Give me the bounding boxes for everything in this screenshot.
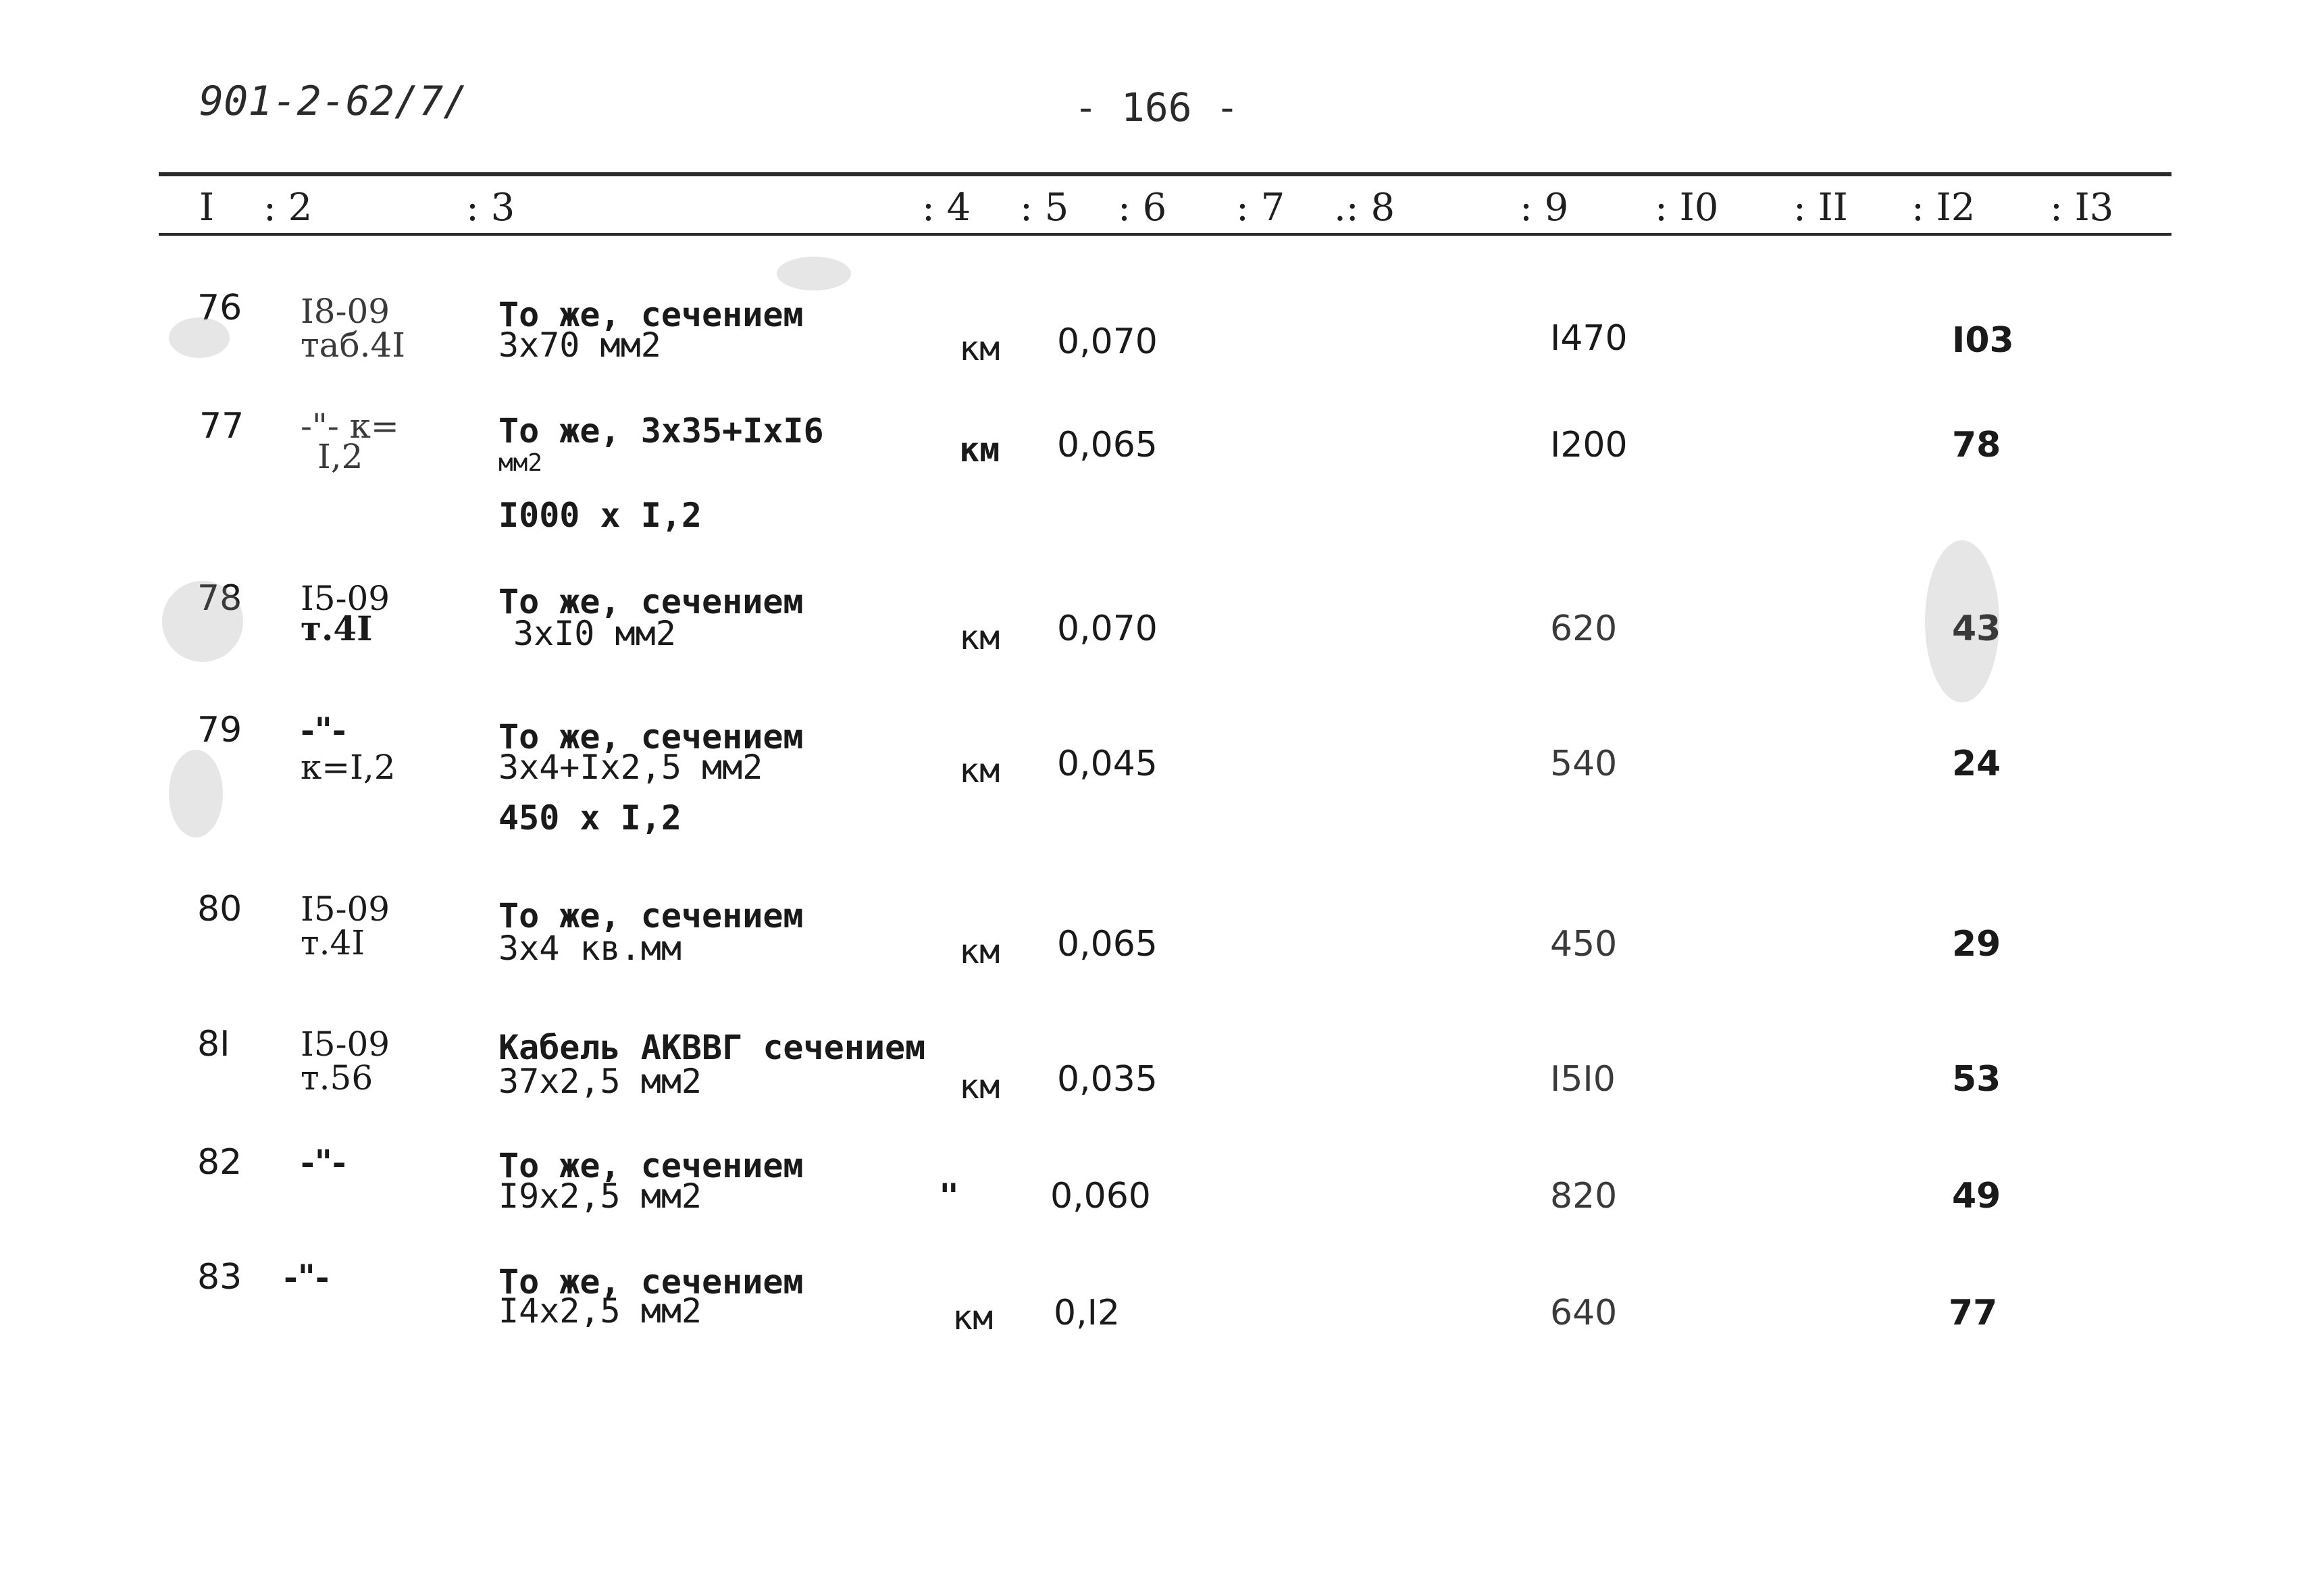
column-header-4: : 4	[922, 186, 971, 230]
row-unit: "	[939, 1177, 960, 1216]
row-code-table: таб.4I	[301, 326, 406, 365]
row-quantity: 0,065	[1057, 425, 1158, 465]
row-unit: км	[959, 932, 1000, 971]
row-total: 77	[1949, 1293, 1998, 1333]
row-description-detail: 37х2,5 мм2	[498, 1062, 702, 1101]
row-code-table: I,2	[317, 437, 363, 476]
row-code-table: к=I,2	[301, 748, 396, 787]
row-price: 540	[1550, 744, 1618, 784]
column-header-7: : 7	[1236, 186, 1285, 230]
row-number: 83	[197, 1257, 242, 1297]
row-quantity: 0,070	[1057, 609, 1158, 649]
row-code-table: т.4I	[301, 609, 373, 648]
row-code-table: т.56	[301, 1058, 374, 1098]
row-number: 79	[197, 710, 242, 750]
row-code-table: т.4I	[301, 923, 365, 962]
row-description-extra: I000 х I,2	[498, 496, 702, 535]
row-description: То же, сечением	[498, 717, 804, 756]
row-quantity: 0,045	[1057, 744, 1158, 784]
row-description-detail: мм2	[498, 449, 543, 477]
column-header-11: : II	[1793, 186, 1848, 230]
row-unit: км	[959, 430, 1000, 469]
row-code: I8-09	[301, 292, 390, 331]
row-unit: км	[959, 329, 1000, 368]
row-quantity: 0,070	[1057, 321, 1158, 362]
column-header-12: : I2	[1911, 186, 1976, 230]
column-header-1: I	[199, 186, 215, 230]
row-quantity: 0,060	[1050, 1176, 1151, 1216]
row-description: То же, сечением	[498, 1146, 804, 1185]
row-code: I5-09	[301, 890, 390, 929]
scan-speckle	[169, 317, 230, 358]
row-description: То же, сечением	[498, 295, 804, 334]
row-code: -"- к=	[301, 407, 399, 446]
row-quantity: 0,065	[1057, 924, 1158, 964]
row-description-detail: I9х2,5 мм2	[498, 1177, 702, 1216]
row-total: 43	[1952, 609, 2001, 649]
row-quantity: 0,035	[1057, 1059, 1158, 1100]
row-unit: км	[959, 751, 1000, 790]
row-description: То же, сечением	[498, 582, 804, 621]
column-header-2: : 2	[263, 186, 313, 230]
row-description-detail: 3х4+Iх2,5 мм2	[498, 748, 763, 787]
row-price: 820	[1550, 1176, 1618, 1216]
row-number: 76	[197, 288, 242, 328]
row-price: 620	[1550, 609, 1618, 649]
row-unit: км	[952, 1298, 994, 1337]
row-total: I03	[1952, 320, 2014, 361]
column-header-3: : 3	[466, 186, 515, 230]
scan-speckle	[162, 578, 243, 662]
row-number: 80	[197, 889, 242, 929]
row-description-detail: 3хI0 мм2	[513, 614, 676, 653]
row-description: То же, сечением	[498, 1262, 804, 1302]
column-header-6: : 6	[1118, 186, 1167, 230]
row-unit: км	[959, 618, 1000, 657]
row-number: 77	[199, 406, 245, 446]
scan-speckle	[169, 750, 223, 838]
row-quantity: 0,I2	[1054, 1293, 1121, 1333]
row-price: 640	[1550, 1293, 1618, 1333]
column-header-10: : I0	[1655, 186, 1719, 230]
row-price: I5I0	[1550, 1059, 1616, 1100]
row-description-extra: 450 х I,2	[498, 798, 682, 838]
column-header-8: .: 8	[1334, 186, 1395, 230]
document-code: 901-2-62/7/	[199, 78, 468, 125]
row-description: То же, сечением	[498, 896, 804, 935]
row-price: I200	[1550, 425, 1628, 465]
row-number: 78	[197, 578, 242, 619]
row-unit: км	[959, 1067, 1000, 1106]
row-total: 29	[1952, 924, 2001, 964]
row-description: То же, 3х35+IхI6	[498, 411, 824, 451]
row-code: -"-	[301, 1142, 346, 1182]
row-total: 78	[1952, 425, 2001, 465]
row-total: 53	[1952, 1059, 2001, 1100]
row-code: -"-	[301, 710, 346, 750]
row-code: I5-09	[301, 579, 390, 618]
row-total: 24	[1952, 744, 2001, 784]
scan-speckle	[1925, 540, 1999, 702]
table-top-rule	[159, 172, 2171, 176]
row-code: I5-09	[301, 1025, 390, 1064]
row-number: 8I	[197, 1024, 230, 1064]
row-description-detail: 3х4 кв.мм	[498, 929, 682, 968]
column-header-9: : 9	[1520, 186, 1569, 230]
column-header-5: : 5	[1020, 186, 1069, 230]
table-header-rule	[159, 233, 2171, 236]
column-header-13: : I3	[2050, 186, 2114, 230]
row-price: I470	[1550, 318, 1628, 359]
row-number: 82	[197, 1142, 242, 1183]
row-description: Кабель АКВВГ сечением	[498, 1028, 926, 1067]
row-description-detail: 3х70 мм2	[498, 326, 661, 365]
page-number: - 166 -	[1074, 84, 1239, 130]
row-total: 49	[1952, 1176, 2001, 1216]
scan-speckle	[777, 257, 851, 290]
row-code: -"-	[284, 1257, 330, 1297]
row-description-detail: I4х2,5 мм2	[498, 1291, 702, 1331]
row-price: 450	[1550, 924, 1618, 964]
